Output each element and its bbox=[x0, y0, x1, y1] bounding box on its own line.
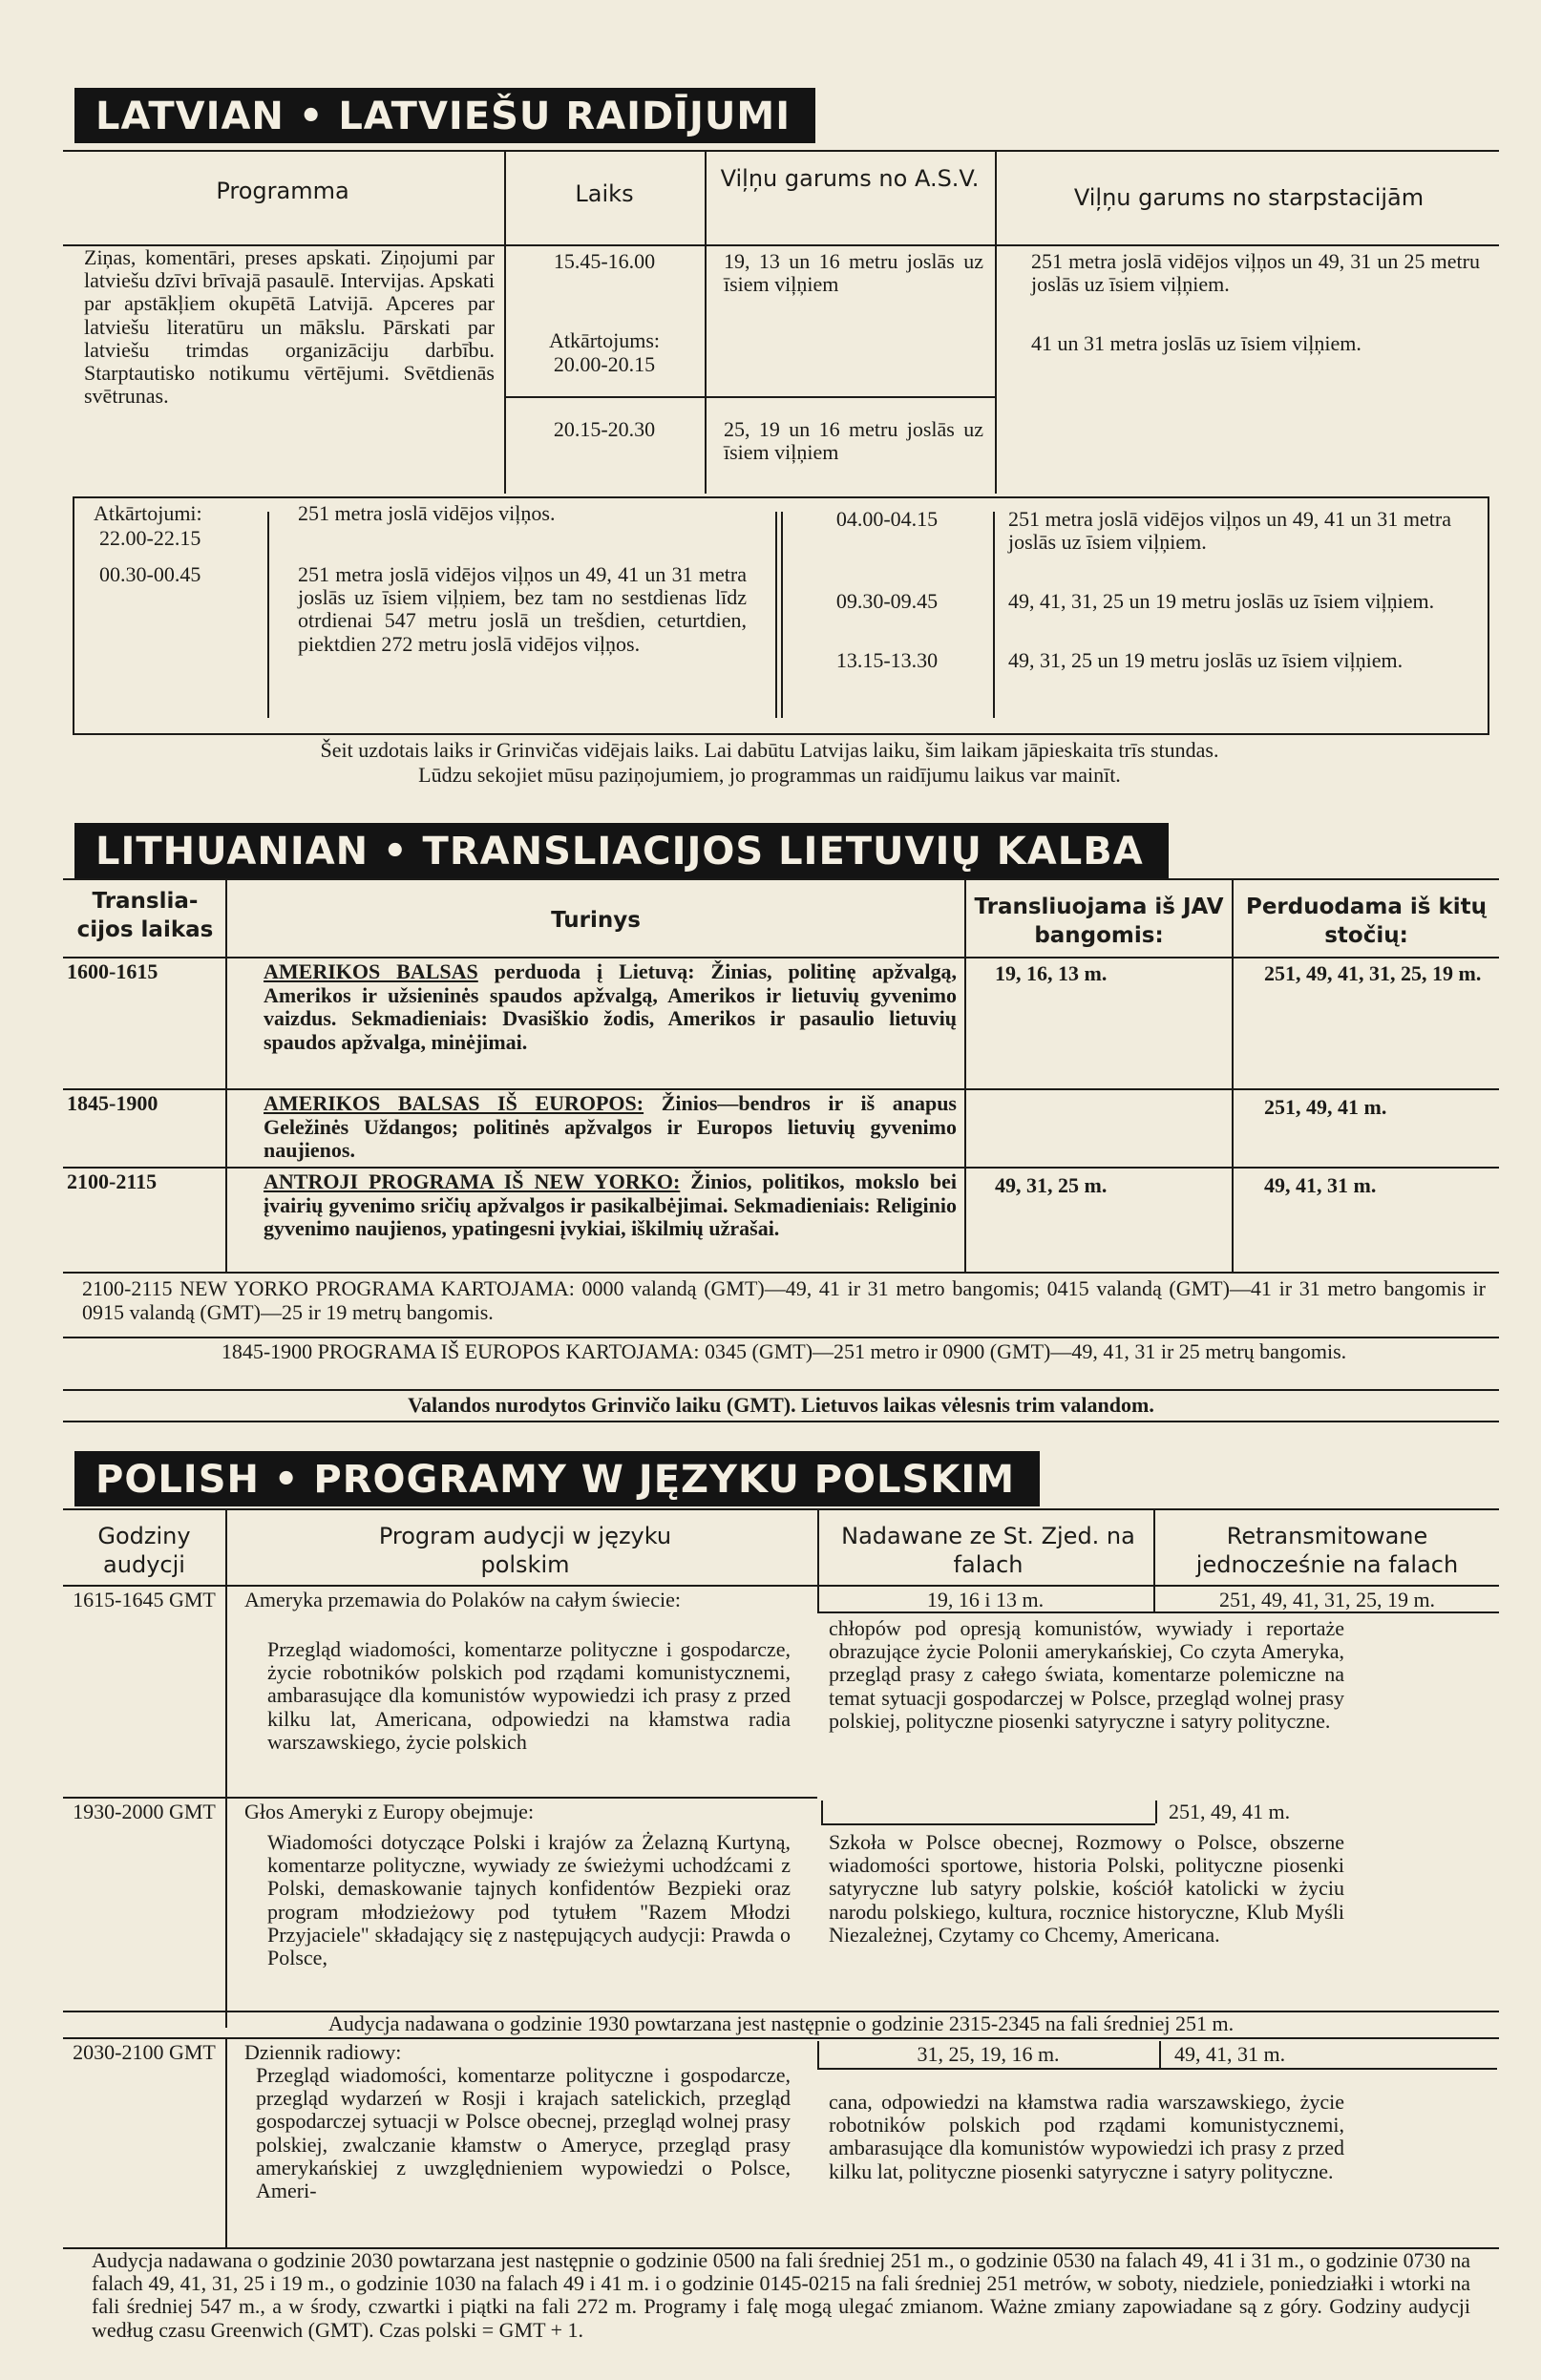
latvian-repeat-desc-2: 251 metra joslā vidējos viļņos un 49, 41 un 31 metra joslās uz īsiem viļņiem, bez tam no sestdienas līdz otrdienai 547 metru joslā un trešdien, ceturtdien, piektdien 272 metru joslā vidējos viļņos. bbox=[298, 562, 747, 656]
header-retransmitowane: Retransmitowane jednocześnie na falach bbox=[1195, 1523, 1459, 1578]
divider bbox=[225, 878, 227, 1272]
latvian-wave-usa-1: 19, 13 un 16 metru joslās uz īsiem viļņiem bbox=[724, 249, 983, 297]
latvian-note-2: Lūdzu sekojiet mūsu paziņojumiem, jo programmas un raidījumu laikus var mainīt. bbox=[418, 763, 1121, 787]
divider bbox=[504, 396, 995, 398]
divider bbox=[63, 2037, 1499, 2039]
lt-row-lead: ANTROJI PROGRAMA IŠ NEW YORKO: bbox=[264, 1169, 681, 1193]
pl-block-left: Przegląd wiadomości, komentarze polityczne i gospodarcze, przegląd wydarzeń w Rosji i krajach satelickich, przegląd gospodarczej sytuacji w Polsce obecnej, przegląd wolnej prasy polskiej, zwalczanie kłamstw o Ameryce, przegląd prasy amerykańskiej z uwzględnieniem wypowiedzi o Polsce, Ameri- bbox=[256, 2063, 791, 2202]
latvian-repeat-time-2: 00.30-00.45 bbox=[99, 562, 201, 586]
divider bbox=[1159, 2041, 1161, 2068]
pl-block-time: 1930-2000 GMT bbox=[73, 1800, 216, 1823]
latvian-repeat-desc-4: 49, 41, 31, 25 un 19 metru joslās uz īsiem viļņiem. bbox=[1008, 589, 1435, 613]
lt-row-text: Žinios—bendros ir iš anapus Geležinės Uždangos; politinės apžvalgos ir Europos lietuvių gyvenimo naujienos. bbox=[264, 1091, 957, 1163]
divider bbox=[63, 1337, 1499, 1338]
pl-block-intro: Głos Ameryki z Europy obejmuje: bbox=[244, 1800, 535, 1823]
lt-row-relay: 251, 49, 41 m. bbox=[1264, 1095, 1387, 1119]
header-transliuojama: Transliuojama iš JAV bangomis: bbox=[974, 895, 1224, 948]
pl-block-left: Przegląd wiadomości, komentarze polityczne i gospodarcze, życie robotników polskich pod rządami komunistycznemi, ambarasujące dla komunistów wypowiedzi ich prasy z przed kilku lat, Americana, odpowiedzi na kłamstwa radia warszawskiego, życie polskich bbox=[267, 1637, 791, 1754]
pl-block-right: chłopów pod opresją komunistów, wywiady i reportaże obrazujące życie Polonii amerykańskiej, Co czyta Ameryka, przegląd prasy z całego świata, komentarze polemiczne na temat sytuacji gospodarczej w Polsce, przegląd wolnej prasy polskiej, polityczne piosenki satyryczne i satyry polityczne. bbox=[829, 1616, 1344, 1733]
latvian-time-2: 20.00-20.15 bbox=[553, 352, 656, 376]
pl-block-intro: Dziennik radiowy: bbox=[244, 2040, 402, 2064]
divider bbox=[817, 1611, 1499, 1613]
latvian-repeat-time-5: 13.15-13.30 bbox=[835, 648, 939, 672]
divider bbox=[775, 512, 777, 718]
lt-row-content bbox=[264, 960, 957, 1055]
latvian-repeat-desc-1: 251 metra joslā vidējos viļņos. bbox=[298, 501, 556, 525]
divider bbox=[225, 2037, 227, 2247]
divider bbox=[63, 1797, 817, 1799]
latvian-repeat-time-4: 09.30-09.45 bbox=[835, 589, 939, 613]
latvian-repeat-time-3: 04.00-04.15 bbox=[835, 507, 939, 531]
latvian-repeat-desc-3: 251 metra joslā vidējos viļņos un 49, 41 un 31 metra joslās uz īsiem viļņiem. bbox=[1008, 507, 1451, 555]
divider bbox=[63, 1508, 1499, 1510]
pl-repeat-note: Audycja nadawana o godzinie 1930 powtarzana jest następnie o godzinie 2315-2345 na fali średniej 251 m. bbox=[327, 2011, 1235, 2035]
divider bbox=[817, 2068, 1497, 2070]
polish-section-title: POLISH • PROGRAMY W JĘZYKU POLSKIM bbox=[74, 1451, 1040, 1506]
divider bbox=[821, 1823, 1155, 1825]
lt-row-time: 1845-1900 bbox=[67, 1091, 158, 1115]
pl-block-left: Wiadomości dotyczące Polski i krajów za Żelazną Kurtyną, komentarze polityczne, wywiady ze świeżymi uchodźcami z Polski, demaskowanie tajnych konfidentów Bezpieki oraz program młodzieżowy pod tytułem "Razem Młodzi Przyjaciele" składający się z następujących audycji: Prawda o Polsce, bbox=[267, 1830, 791, 1969]
header-godziny: Godziny audycji bbox=[97, 1523, 191, 1578]
lt-repeat-2: 1845-1900 PROGRAMA IŠ EUROPOS KARTOJAMA: 0345 (GMT)—251 metro ir 0900 (GMT)—49, 41, 31 ir 25 metrų bangomis. bbox=[221, 1339, 1347, 1363]
divider bbox=[817, 2041, 819, 2068]
divider bbox=[781, 512, 783, 718]
latvian-repeat-label: Atkārtojums: bbox=[548, 328, 661, 352]
divider bbox=[63, 150, 1499, 152]
latvian-repeat-desc-5: 49, 31, 25 un 19 metru joslās uz īsiem viļņiem. bbox=[1008, 648, 1404, 672]
divider bbox=[63, 957, 1499, 958]
pl-footer: Audycja nadawana o godzinie 2030 powtarzana jest następnie o godzinie 0500 na fali średniej 251 m., o godzinie 0530 na falach 49, 41 i 31 m., o godzinie 0730 na falach 49, 41, 31, 25 i 19 m., o godzinie 1030 na falach 49 i 41 m. i o godzinie 0145-0215 na fali średniej 251 metrów, w soboty, niedziele, poniedziałki i wtorki na fali średniej 547 m., a w środy, czwartki i piątki na fali 272 m. Programy i falę mogą ulegać zmianom. Ważne zmiany zapowiadane są z góry. Godziny audycji według czasu Greenwich (GMT). Czas polski = GMT + 1. bbox=[92, 2248, 1470, 2342]
lt-row-content bbox=[264, 1092, 957, 1163]
latvian-wave-relay-2: 41 un 31 metra joslās uz īsiem viļņiem. bbox=[1031, 331, 1362, 355]
divider bbox=[821, 1801, 823, 1823]
pl-block-right: Szkoła w Polsce obecnej, Rozmowy o Polsce, obszerne wiadomości sportowe, historia Polski, polityczne piosenki satyryczne lub satyry polskie, kościół katolicki w życiu narodu polskiego, kultura, rocznice historyczne, Klub Myśli Niezależnej, Czytamy co Chcemy, Americana. bbox=[829, 1830, 1344, 1947]
lt-row-lead: AMERIKOS BALSAS bbox=[264, 959, 478, 983]
pl-block-time: 2030-2100 GMT bbox=[73, 2040, 216, 2064]
divider bbox=[1153, 1508, 1155, 1611]
lt-row-text: Žinios, politikos, mokslo bei įvairių gyvenimo sričių apžvalgos ir pasikalbėjimai. Sekmadieniais: Religinio gyvenimo naujienos, ypatingesni įvykiai, iškilmių užrašai. bbox=[264, 1169, 957, 1241]
latvian-wave-usa-2: 25, 19 un 16 metru joslās uz īsiem viļņiem bbox=[724, 417, 983, 465]
lt-row-text: perduoda į Lietuvą: Žinias, politinę apžvalgą, Amerikos ir užsieninės spaudos apžvalgą, Amerikos ir lietuvių gyvenimo vaizdus. Sekmadieniais: Dvasiškio žodis, Amerikos ir pasaulio lietuvių spaudos apžvalga, minėjimai. bbox=[264, 959, 957, 1054]
pl-block-relay: 251, 49, 41, 31, 25, 19 m. bbox=[1218, 1588, 1436, 1611]
header-transliacijos-laikas: Translia-cijos laikas bbox=[76, 889, 214, 942]
divider bbox=[1155, 1801, 1157, 1823]
header-programma: Programma bbox=[216, 178, 349, 204]
pl-block-usa: 31, 25, 19, 16 m. bbox=[917, 2042, 1060, 2066]
latvian-repeats-label: Atkārtojumi: bbox=[94, 501, 202, 525]
divider bbox=[817, 1508, 819, 1611]
lt-row-usa: 19, 16, 13 m. bbox=[995, 961, 1108, 985]
lt-row-lead: AMERIKOS BALSAS IŠ EUROPOS: bbox=[264, 1091, 644, 1115]
divider bbox=[63, 1167, 1499, 1169]
lt-row-usa: 49, 31, 25 m. bbox=[995, 1173, 1108, 1197]
header-wave-relay: Viļņu garums no starpstacijām bbox=[1073, 184, 1425, 211]
latvian-section-title: LATVIAN • LATVIEŠU RAIDĪJUMI bbox=[74, 88, 815, 143]
divider bbox=[705, 150, 707, 494]
lt-row-relay: 49, 41, 31 m. bbox=[1264, 1173, 1377, 1197]
divider bbox=[993, 512, 995, 718]
pl-block-relay: 49, 41, 31 m. bbox=[1174, 2042, 1286, 2066]
lt-row-time: 1600-1615 bbox=[67, 959, 158, 983]
latvian-time-3: 20.15-20.30 bbox=[553, 417, 656, 441]
latvian-repeat-time-1: 22.00-22.15 bbox=[99, 526, 201, 550]
divider bbox=[225, 1508, 227, 2028]
pl-block-usa: 19, 16 i 13 m. bbox=[926, 1588, 1045, 1611]
lt-row-time: 2100-2115 bbox=[67, 1169, 158, 1193]
lt-row-content bbox=[264, 1170, 957, 1241]
header-laiks: Laiks bbox=[575, 180, 634, 207]
pl-block-time: 1615-1645 GMT bbox=[73, 1588, 216, 1611]
divider bbox=[63, 1088, 1499, 1090]
pl-block-relay: 251, 49, 41 m. bbox=[1169, 1800, 1291, 1823]
latvian-time-1: 15.45-16.00 bbox=[553, 249, 656, 273]
header-turinys: Turinys bbox=[551, 908, 641, 933]
divider bbox=[1232, 878, 1234, 1272]
divider bbox=[63, 1421, 1499, 1422]
divider bbox=[964, 878, 966, 1272]
lt-repeat-1: 2100-2115 NEW YORKO PROGRAMA KARTOJAMA: 0000 valandą (GMT)—49, 41 ir 31 metro bangomis; 0415 valandą (GMT)—41 ir 31 metro bangomis ir 0915 valandą (GMT)—25 ir 19 metrų bangomis. bbox=[82, 1276, 1486, 1324]
latvian-wave-relay-1: 251 metra joslā vidējos viļņos un 49, 31 un 25 metru joslās uz īsiem viļņiem. bbox=[1031, 249, 1480, 297]
pl-block-intro: Ameryka przemawia do Polaków na całym świecie: bbox=[244, 1588, 681, 1611]
header-wave-usa: Viļņu garums no A.S.V. bbox=[720, 165, 980, 192]
header-nadawane: Nadawane ze St. Zjed. na falach bbox=[841, 1523, 1135, 1578]
divider bbox=[995, 150, 997, 494]
divider bbox=[63, 1389, 1499, 1391]
latvian-program-text: Ziņas, komentāri, preses apskati. Ziņojumi par latviešu dzīvi brīvajā pasaulē. Intervijas. Apskati par apstākļiem okupētā Latvijā. Apceres par latviešu literatūru un mākslu. Pārskati par latviešu trimdas organizāciju darbību. Starptautisko notikumu vērtējumi. Svētdienās svētrunas. bbox=[84, 245, 495, 409]
divider bbox=[63, 1585, 1499, 1587]
lithuanian-section-title: LITHUANIAN • TRANSLIACIJOS LIETUVIŲ KALBA bbox=[74, 823, 1169, 878]
pl-block-right: cana, odpowiedzi na kłamstwa radia warszawskiego, życie robotników polskich pod rządami komunistycznemi, ambarasujące dla komunistów wypowiedzi ich prasy z przed kilku lat, polityczne piosenki satyryczne i satyry polityczne. bbox=[829, 2090, 1344, 2183]
header-program: Program audycji w języku polskim bbox=[378, 1523, 672, 1578]
lt-row-relay: 251, 49, 41, 31, 25, 19 m. bbox=[1264, 961, 1482, 985]
latvian-note-1: Šeit uzdotais laiks ir Grinvičas vidējais laiks. Lai dabūtu Latvijas laiku, šim laikam jāpieskaita trīs stundas. bbox=[320, 738, 1219, 762]
lt-note: Valandos nurodytos Grinvičo laiku (GMT). Lietuvos laikas vėlesnis trim valandom. bbox=[408, 1393, 1154, 1417]
divider bbox=[63, 1272, 1499, 1274]
divider bbox=[63, 878, 1499, 880]
header-perduodama: Perduodama iš kitų stočių: bbox=[1245, 895, 1488, 948]
